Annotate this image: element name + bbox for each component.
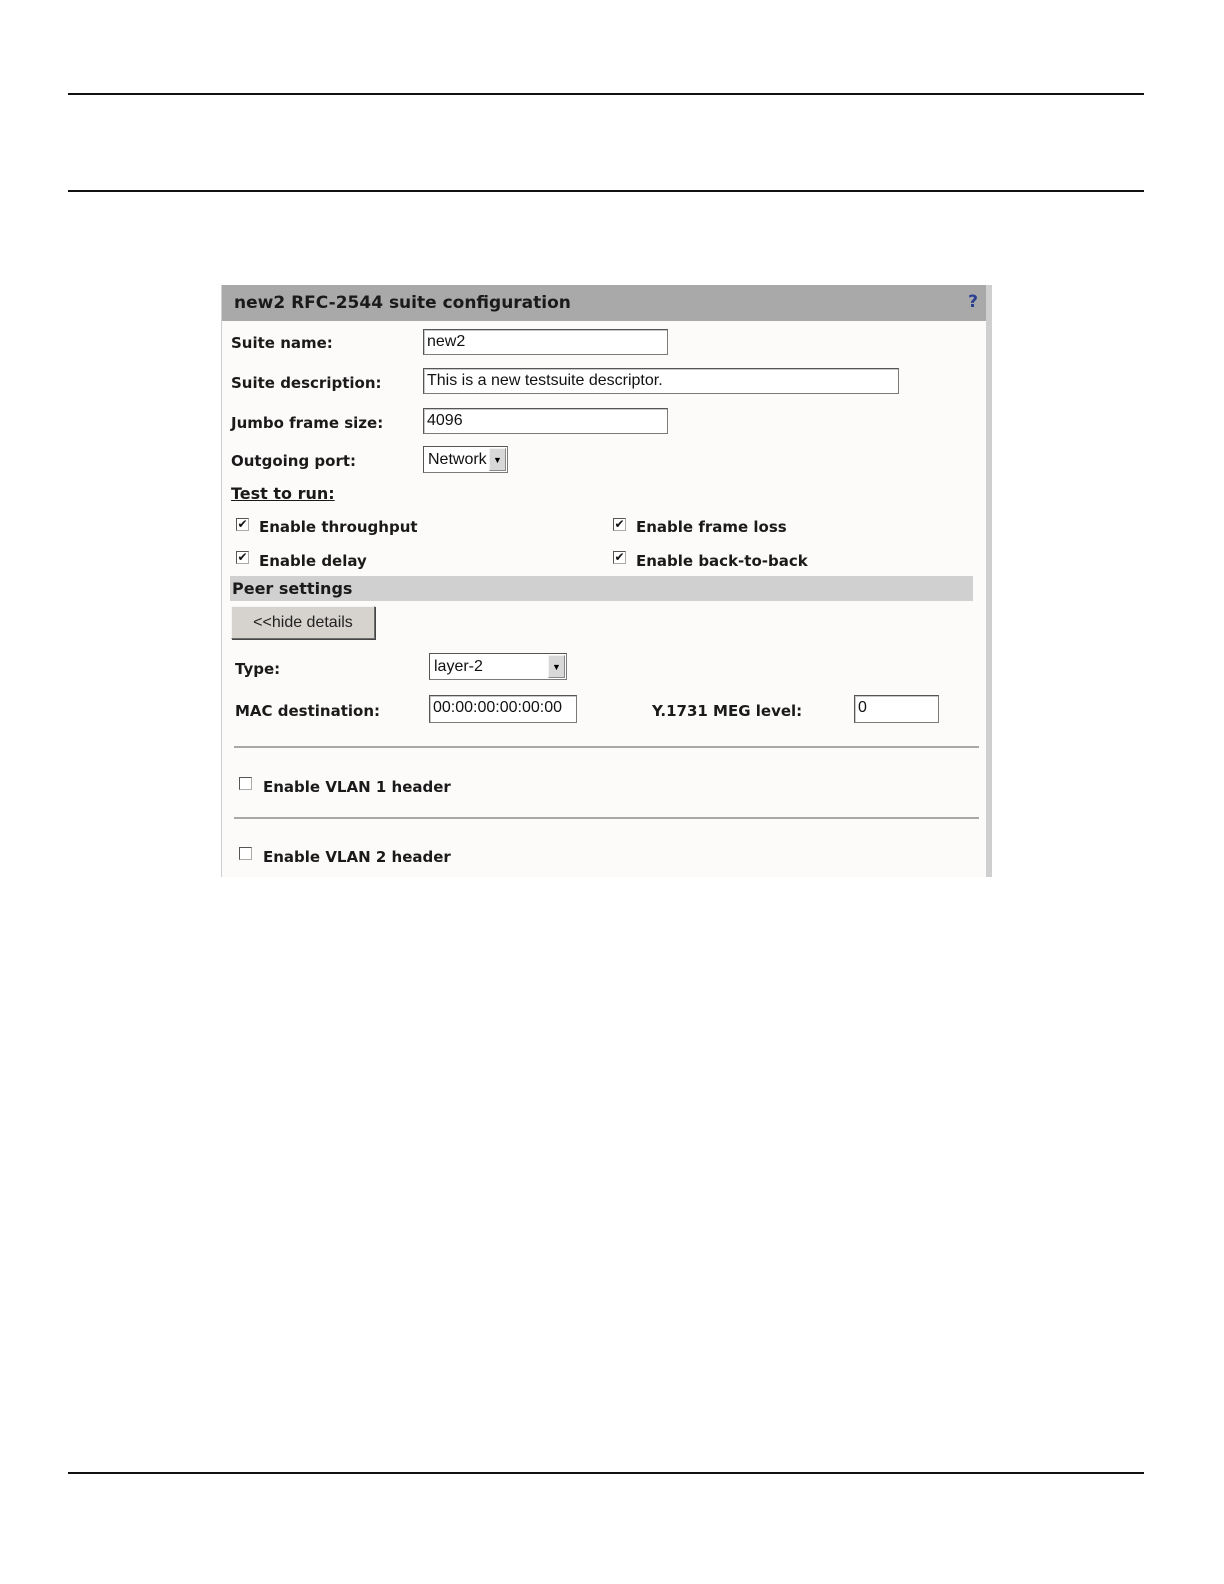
enable-throughput-checkbox[interactable]: ✔ [237,517,248,531]
enable-vlan1-checkbox[interactable] [239,777,252,790]
type-select[interactable] [429,653,567,680]
outgoing-port-value: Network [428,451,487,468]
chevron-down-icon[interactable]: ▼ [548,655,565,678]
divider [234,817,979,819]
enable-delay-checkbox[interactable]: ✔ [237,550,248,564]
mac-destination-label: MAC destination: [235,702,381,720]
enable-back-to-back-checkbox[interactable]: ✔ [614,550,625,564]
jumbo-frame-size-label: Jumbo frame size: [231,414,384,432]
suite-name-input[interactable]: new2 [423,329,668,355]
chevron-down-icon[interactable]: ▼ [489,448,506,471]
type-value: layer-2 [434,658,483,675]
enable-vlan2-checkbox[interactable] [239,847,252,860]
divider [234,746,979,748]
help-icon[interactable]: ? [968,292,978,312]
jumbo-frame-size-input[interactable]: 4096 [423,408,668,434]
panel-titlebar [222,285,986,321]
enable-delay-label: Enable delay [259,552,367,570]
enable-frame-loss-checkbox[interactable]: ✔ [614,517,625,531]
panel-title: new2 RFC-2544 suite configuration [234,293,571,313]
hide-details-button[interactable]: <<hide details [231,606,375,639]
page-header-rule-bottom [68,190,1144,192]
suite-config-panel [221,285,992,877]
suite-description-input[interactable]: This is a new testsuite descriptor. [423,368,899,394]
enable-vlan1-label: Enable VLAN 1 header [263,778,451,796]
peer-settings-header [230,576,973,601]
suite-description-label: Suite description: [231,374,382,392]
page-footer-rule [68,1472,1144,1474]
meg-level-label: Y.1731 MEG level: [652,702,803,720]
page-header-rule-top [68,93,1144,95]
enable-vlan2-label: Enable VLAN 2 header [263,848,451,866]
mac-destination-input[interactable]: 00:00:00:00:00:00 [429,695,577,723]
enable-back-to-back-label: Enable back-to-back [636,552,808,570]
enable-throughput-label: Enable throughput [259,518,418,536]
peer-settings-title: Peer settings [232,579,353,598]
test-to-run-heading[interactable]: Test to run: [231,484,335,503]
type-label: Type: [235,660,281,678]
enable-frame-loss-label: Enable frame loss [636,518,787,536]
outgoing-port-select[interactable] [423,446,508,473]
suite-name-label: Suite name: [231,334,333,352]
outgoing-port-label: Outgoing port: [231,452,357,470]
meg-level-input[interactable]: 0 [854,695,939,723]
